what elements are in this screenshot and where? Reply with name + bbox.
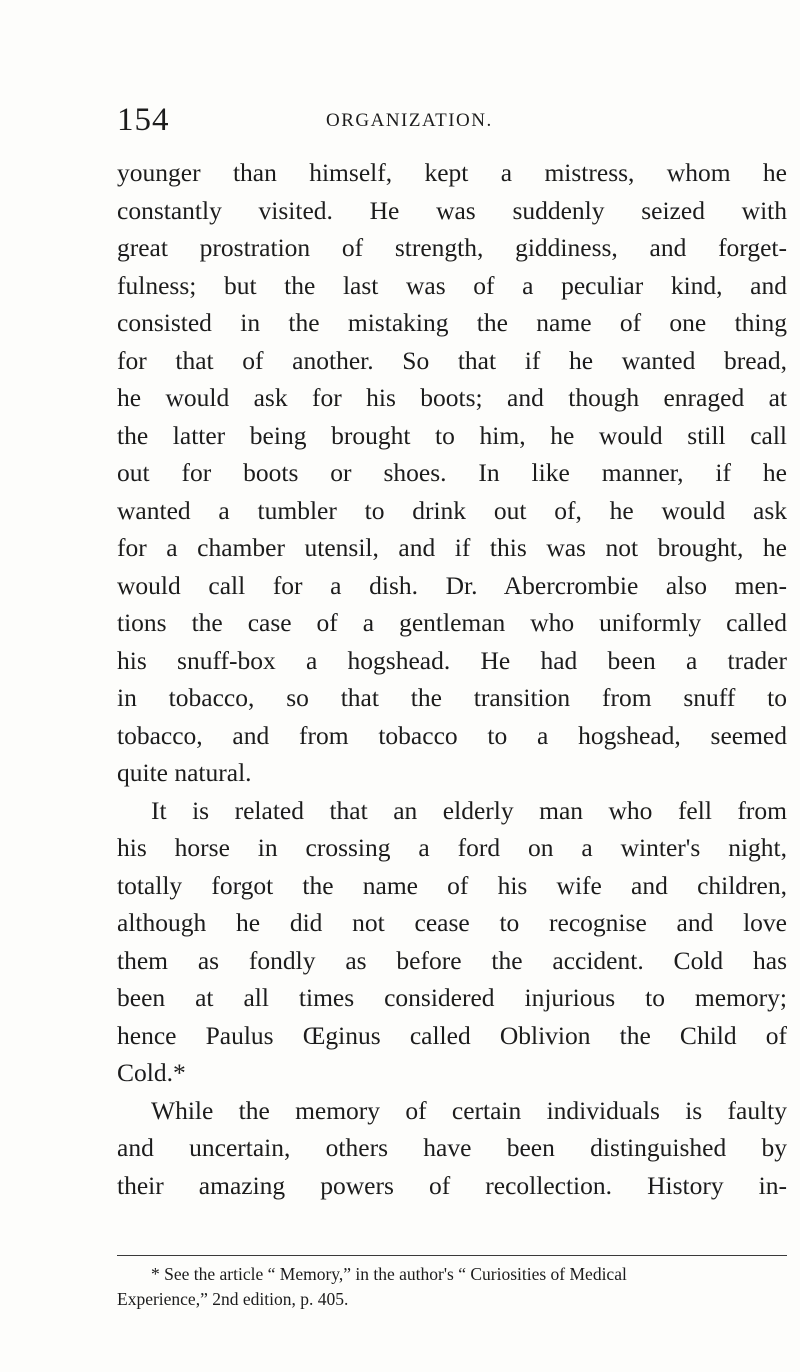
footnote bbox=[117, 1262, 787, 1312]
text-line: although he did not cease to recognise and love bbox=[117, 908, 787, 937]
running-title: ORGANIZATION. bbox=[326, 110, 493, 131]
text-line: them as fondly as before the accident. Cold has bbox=[117, 945, 787, 975]
text-line: tobacco, and from tobacco to a hogshead, seemed bbox=[117, 720, 787, 750]
text-line: in tobacco, so that the transition from snuff to bbox=[117, 683, 787, 712]
text-line: his horse in crossing a ford on a winter's night, bbox=[117, 833, 787, 862]
text-line: tions the case of a gentleman who uniformly called bbox=[117, 608, 787, 637]
text-line: for a chamber utensil, and if this was not brought, he bbox=[117, 533, 787, 562]
text-line: his snuff-box a hogshead. He had been a trader bbox=[117, 645, 787, 675]
text-line: their amazing powers of recollection. History in- bbox=[117, 1170, 787, 1200]
text-line: constantly visited. He was suddenly seized with bbox=[117, 195, 787, 225]
paragraph-start-line: While the memory of certain individuals is faulty bbox=[151, 1095, 787, 1125]
text-line: totally forgot the name of his wife and children, bbox=[117, 870, 787, 900]
text-line: the latter being brought to him, he would still call bbox=[117, 420, 787, 450]
text-line: he would ask for his boots; and though enraged at bbox=[117, 383, 787, 412]
text-line: hence Paulus Œginus called Oblivion the Child of bbox=[117, 1020, 787, 1050]
page-number: 154 bbox=[117, 102, 170, 138]
paragraph-end-line: Cold.* bbox=[117, 1058, 186, 1087]
footnote-line: Experience,” 2nd edition, p. 405. bbox=[117, 1289, 349, 1309]
text-line: wanted a tumbler to drink out of, he would ask bbox=[117, 495, 787, 525]
text-line: fulness; but the last was of a peculiar kind, and bbox=[117, 270, 787, 300]
running-head bbox=[117, 102, 717, 138]
body-text bbox=[117, 154, 787, 1204]
footnote-divider bbox=[117, 1255, 787, 1256]
text-line: great prostration of strength, giddiness, and forget- bbox=[117, 233, 787, 262]
text-line: would call for a dish. Dr. Abercrombie also men- bbox=[117, 570, 787, 600]
paragraph-start-line: It is related that an elderly man who fell from bbox=[151, 795, 787, 825]
paragraph-end-line: quite natural. bbox=[117, 758, 252, 787]
text-line: for that of another. So that if he wanted bread, bbox=[117, 345, 787, 375]
text-line: been at all times considered injurious to memory; bbox=[117, 983, 787, 1012]
text-line: and uncertain, others have been distinguished by bbox=[117, 1133, 787, 1162]
footnote-line: * See the article “ Memory,” in the author's “ Curiosities of Medical bbox=[151, 1264, 627, 1284]
text-line: consisted in the mistaking the name of one thing bbox=[117, 308, 787, 337]
text-line: younger than himself, kept a mistress, whom he bbox=[117, 158, 787, 187]
text-line: out for boots or shoes. In like manner, if he bbox=[117, 458, 787, 487]
